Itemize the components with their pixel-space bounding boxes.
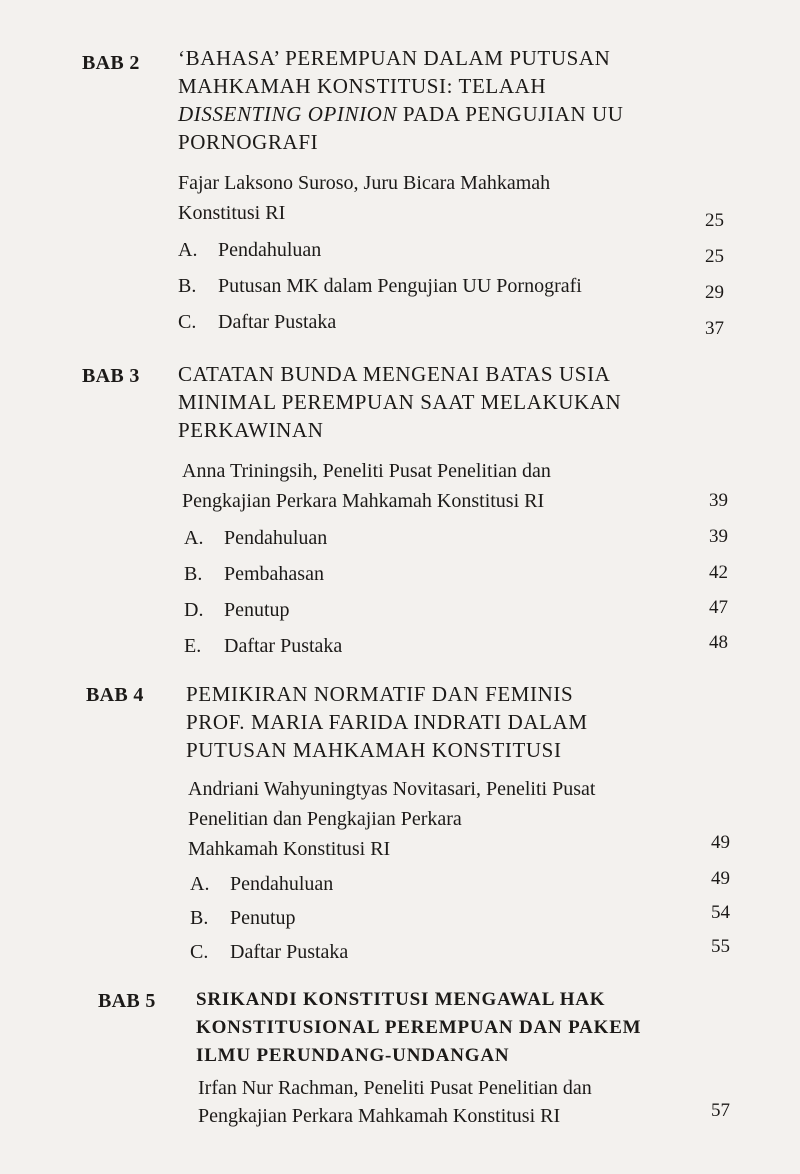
entry-letter: A. bbox=[190, 873, 210, 895]
chapter-title bbox=[186, 680, 588, 764]
chapter-author bbox=[188, 774, 595, 864]
entry-text: Pembahasan bbox=[224, 563, 324, 585]
author-line: Andriani Wahyuningtyas Novitasari, Peneliti Pusat bbox=[188, 778, 596, 800]
entry-text: Putusan MK dalam Pengujian UU Pornografi bbox=[218, 275, 582, 297]
page-number: 39 bbox=[709, 526, 728, 547]
toc-entry[interactable] bbox=[184, 596, 290, 624]
title-line: CATATAN BUNDA MENGENAI BATAS USIA bbox=[178, 362, 611, 386]
chapter-author bbox=[178, 168, 550, 228]
entry-text: Daftar Pustaka bbox=[218, 311, 337, 333]
page-number: 49 bbox=[711, 868, 730, 889]
chapter-number: BAB 2 bbox=[82, 52, 140, 74]
author-line: Pengkajian Perkara Mahkamah Konstitusi RI bbox=[198, 1105, 561, 1127]
title-line: PERKAWINAN bbox=[178, 418, 324, 442]
entry-letter: B. bbox=[190, 907, 209, 929]
entry-text: Daftar Pustaka bbox=[230, 941, 349, 963]
entry-text: Penutup bbox=[224, 599, 290, 621]
title-line: PORNOGRAFI bbox=[178, 130, 319, 154]
chapter-title bbox=[178, 360, 621, 444]
title-line: ILMU PERUNDANG-UNDANGAN bbox=[196, 1045, 510, 1066]
author-line: Irfan Nur Rachman, Peneliti Pusat Penelitian dan bbox=[198, 1077, 592, 1099]
chapter-author bbox=[198, 1074, 592, 1130]
author-line: Fajar Laksono Suroso, Juru Bicara Mahkamah bbox=[178, 172, 551, 194]
page-number: 39 bbox=[709, 490, 728, 511]
entry-text: Pendahuluan bbox=[218, 239, 322, 261]
toc-entry[interactable] bbox=[190, 938, 348, 966]
chapter-number: BAB 3 bbox=[82, 365, 140, 387]
toc-entry[interactable] bbox=[184, 560, 324, 588]
toc-entry[interactable] bbox=[190, 904, 296, 932]
page-number: 57 bbox=[711, 1100, 730, 1121]
entry-letter: A. bbox=[178, 239, 198, 261]
entry-text: Daftar Pustaka bbox=[224, 635, 343, 657]
entry-letter: D. bbox=[184, 599, 204, 621]
page-number: 25 bbox=[705, 210, 724, 231]
chapter-author bbox=[182, 456, 551, 516]
entry-letter: C. bbox=[178, 311, 197, 333]
author-line: Penelitian dan Pengkajian Perkara bbox=[188, 808, 462, 830]
toc-entry[interactable] bbox=[184, 632, 342, 660]
author-line: Anna Triningsih, Peneliti Pusat Penelitian dan bbox=[182, 460, 551, 482]
author-line: Konstitusi RI bbox=[178, 202, 286, 224]
page-number: 25 bbox=[705, 246, 724, 267]
page-number: 48 bbox=[709, 632, 728, 653]
title-line: ‘BAHASA’ PEREMPUAN DALAM PUTUSAN bbox=[178, 46, 611, 70]
toc-entry[interactable] bbox=[178, 236, 321, 264]
page-number: 47 bbox=[709, 597, 728, 618]
title-line: PROF. MARIA FARIDA INDRATI DALAM bbox=[186, 710, 588, 734]
page-number: 42 bbox=[709, 562, 728, 583]
entry-letter: C. bbox=[190, 941, 209, 963]
title-line: MINIMAL PEREMPUAN SAAT MELAKUKAN bbox=[178, 390, 622, 414]
entry-letter: E. bbox=[184, 635, 202, 657]
author-line: Mahkamah Konstitusi RI bbox=[188, 838, 391, 860]
chapter-title bbox=[196, 986, 641, 1070]
page-number: 55 bbox=[711, 936, 730, 957]
title-italic: DISSENTING OPINION bbox=[178, 102, 398, 126]
page-number: 54 bbox=[711, 902, 730, 923]
toc-entry[interactable] bbox=[190, 870, 333, 898]
title-line: PUTUSAN MAHKAMAH KONSTITUSI bbox=[186, 738, 562, 762]
title-line: PEMIKIRAN NORMATIF DAN FEMINIS bbox=[186, 682, 574, 706]
entry-text: Penutup bbox=[230, 907, 296, 929]
author-line: Pengkajian Perkara Mahkamah Konstitusi RI bbox=[182, 490, 545, 512]
toc-entry[interactable] bbox=[184, 524, 327, 552]
title-rest: PADA PENGUJIAN UU bbox=[397, 102, 624, 126]
entry-text: Pendahuluan bbox=[230, 873, 334, 895]
page-number: 29 bbox=[705, 282, 724, 303]
entry-letter: B. bbox=[178, 275, 197, 297]
toc-entry[interactable] bbox=[178, 308, 336, 336]
chapter-title bbox=[178, 44, 624, 156]
title-line: MAHKAMAH KONSTITUSI: TELAAH bbox=[178, 74, 547, 98]
entry-text: Pendahuluan bbox=[224, 527, 328, 549]
title-line: KONSTITUSIONAL PEREMPUAN DAN PAKEM bbox=[196, 1017, 642, 1038]
toc-entry[interactable] bbox=[178, 272, 582, 300]
page-number: 37 bbox=[705, 318, 724, 339]
title-line bbox=[178, 100, 624, 128]
chapter-number: BAB 4 bbox=[86, 684, 144, 706]
entry-letter: B. bbox=[184, 563, 203, 585]
entry-letter: A. bbox=[184, 527, 204, 549]
page-number: 49 bbox=[711, 832, 730, 853]
title-line: SRIKANDI KONSTITUSI MENGAWAL HAK bbox=[196, 989, 606, 1010]
chapter-number: BAB 5 bbox=[98, 990, 156, 1012]
